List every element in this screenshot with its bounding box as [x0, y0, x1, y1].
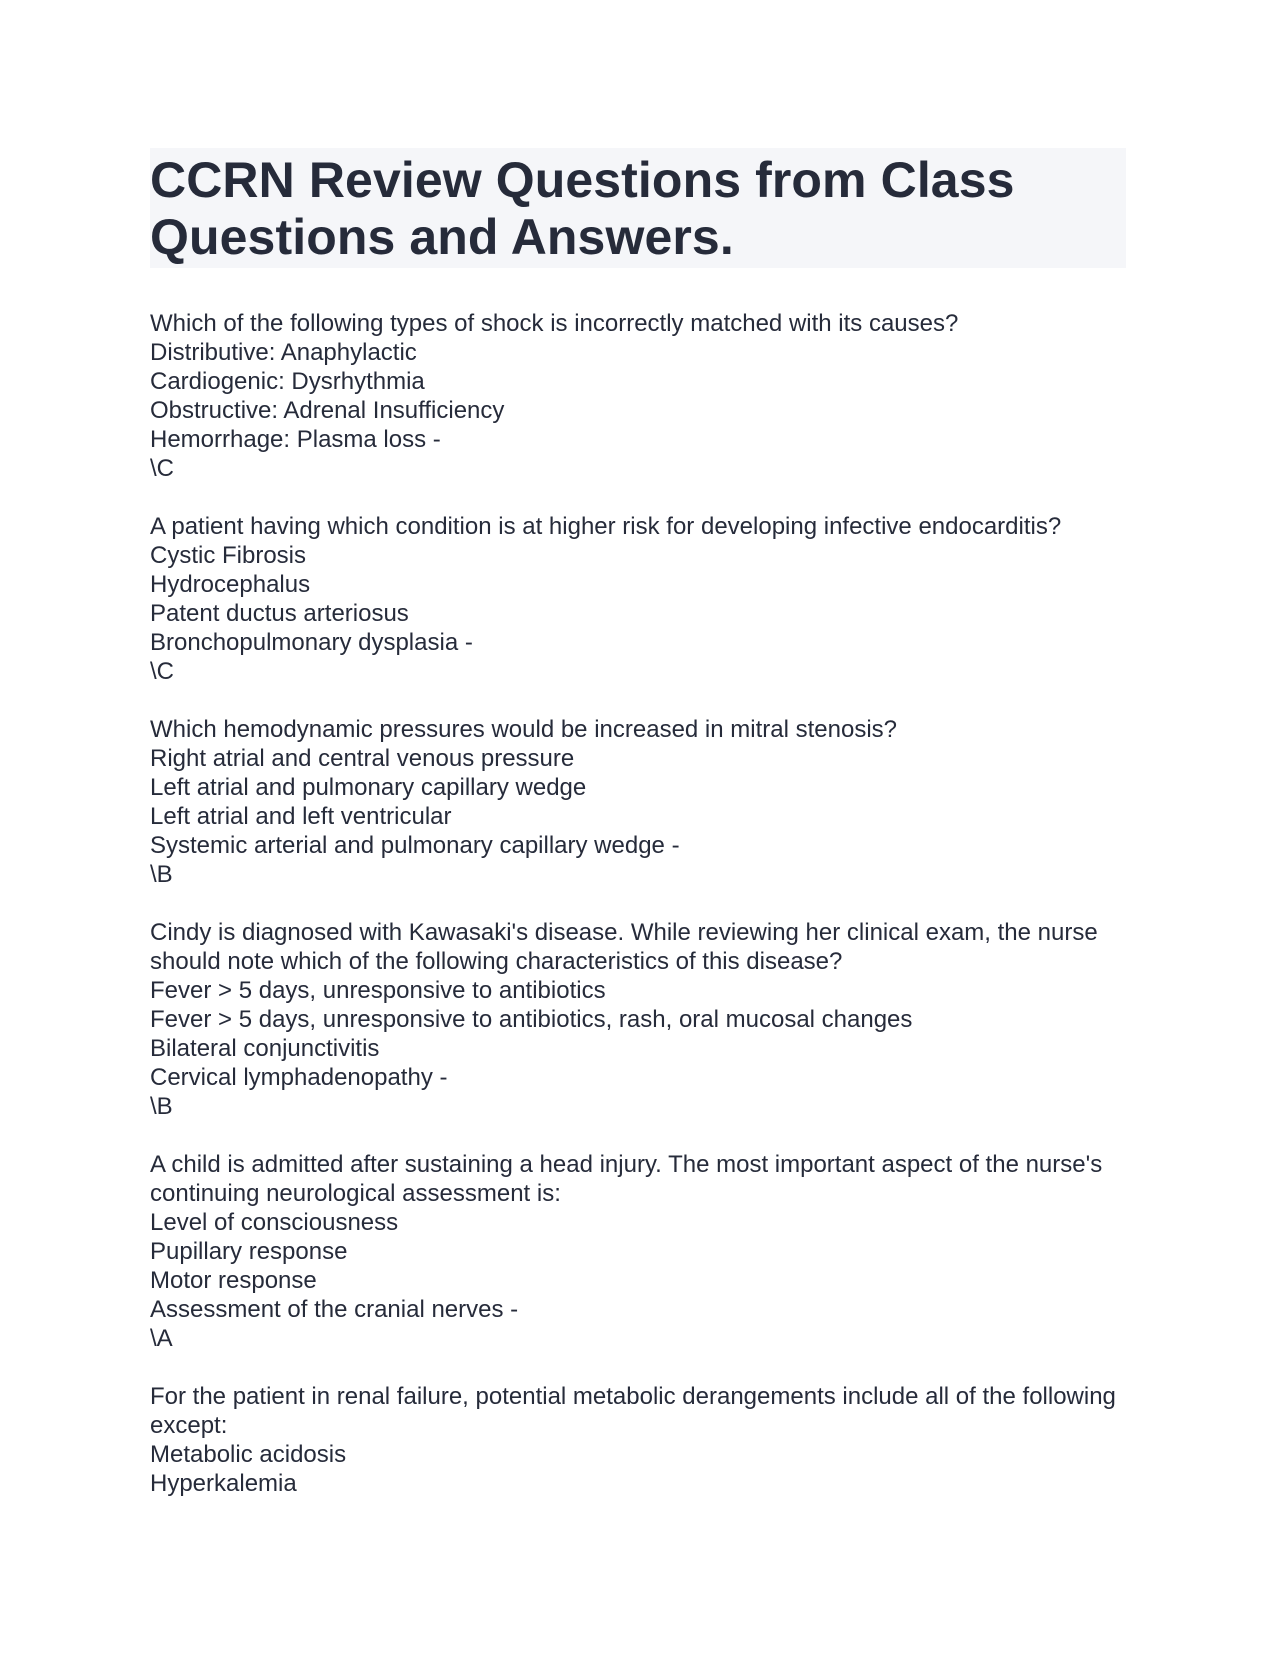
question-block [150, 1382, 1126, 1498]
document-title: CCRN Review Questions from Class Questions and Answers. [150, 152, 1015, 265]
document-page [150, 148, 1126, 1527]
answer-option: Level of consciousness [150, 1209, 399, 1236]
answer-option: Right atrial and central venous pressure [150, 745, 575, 772]
answer-option: Hyperkalemia [150, 1470, 297, 1497]
answer-option: Fever > 5 days, unresponsive to antibiotics, rash, oral mucosal changes [150, 1006, 913, 1033]
answer-option: Patent ductus arteriosus [150, 600, 409, 627]
answer-option: Bilateral conjunctivitis [150, 1035, 380, 1062]
answer-option: Obstructive: Adrenal Insufficiency [150, 397, 505, 424]
correct-answer: \B [150, 861, 173, 888]
title-box [150, 148, 1126, 268]
question-text: A child is admitted after sustaining a head injury. The most important aspect of the nurse's continuing neurological assessment is: [150, 1151, 1109, 1207]
answer-option: Distributive: Anaphylactic [150, 339, 417, 366]
document-content [150, 309, 1126, 1498]
answer-option: Hydrocephalus [150, 571, 311, 598]
question-block [150, 309, 1126, 483]
answer-option: Assessment of the cranial nerves - [150, 1296, 519, 1323]
answer-option: Cystic Fibrosis [150, 542, 307, 569]
answer-option: Metabolic acidosis [150, 1441, 347, 1468]
answer-option: Pupillary response [150, 1238, 348, 1265]
answer-option: Motor response [150, 1267, 317, 1294]
correct-answer: \C [150, 658, 174, 685]
question-text: Cindy is diagnosed with Kawasaki's disease. While reviewing her clinical exam, the nurse should note which of the following characteristics of this disease? [150, 919, 1105, 975]
answer-option: Fever > 5 days, unresponsive to antibiotics [150, 977, 606, 1004]
correct-answer: \B [150, 1093, 173, 1120]
question-block [150, 918, 1126, 1121]
correct-answer: \C [150, 455, 174, 482]
question-block [150, 1150, 1126, 1353]
answer-option: Hemorrhage: Plasma loss - [150, 426, 441, 453]
question-text: A patient having which condition is at higher risk for developing infective endocarditis? [150, 513, 1062, 540]
question-text: For the patient in renal failure, potential metabolic derangements include all of the following except: [150, 1383, 1123, 1439]
answer-option: Cardiogenic: Dysrhythmia [150, 368, 425, 395]
answer-option: Left atrial and left ventricular [150, 803, 452, 830]
correct-answer: \A [150, 1325, 173, 1352]
question-block [150, 512, 1126, 686]
answer-option: Cervical lymphadenopathy - [150, 1064, 448, 1091]
answer-option: Bronchopulmonary dysplasia - [150, 629, 473, 656]
question-text: Which hemodynamic pressures would be increased in mitral stenosis? [150, 716, 897, 743]
answer-option: Left atrial and pulmonary capillary wedge [150, 774, 587, 801]
question-block [150, 715, 1126, 889]
answer-option: Systemic arterial and pulmonary capillary wedge - [150, 832, 680, 859]
question-text: Which of the following types of shock is incorrectly matched with its causes? [150, 310, 959, 337]
